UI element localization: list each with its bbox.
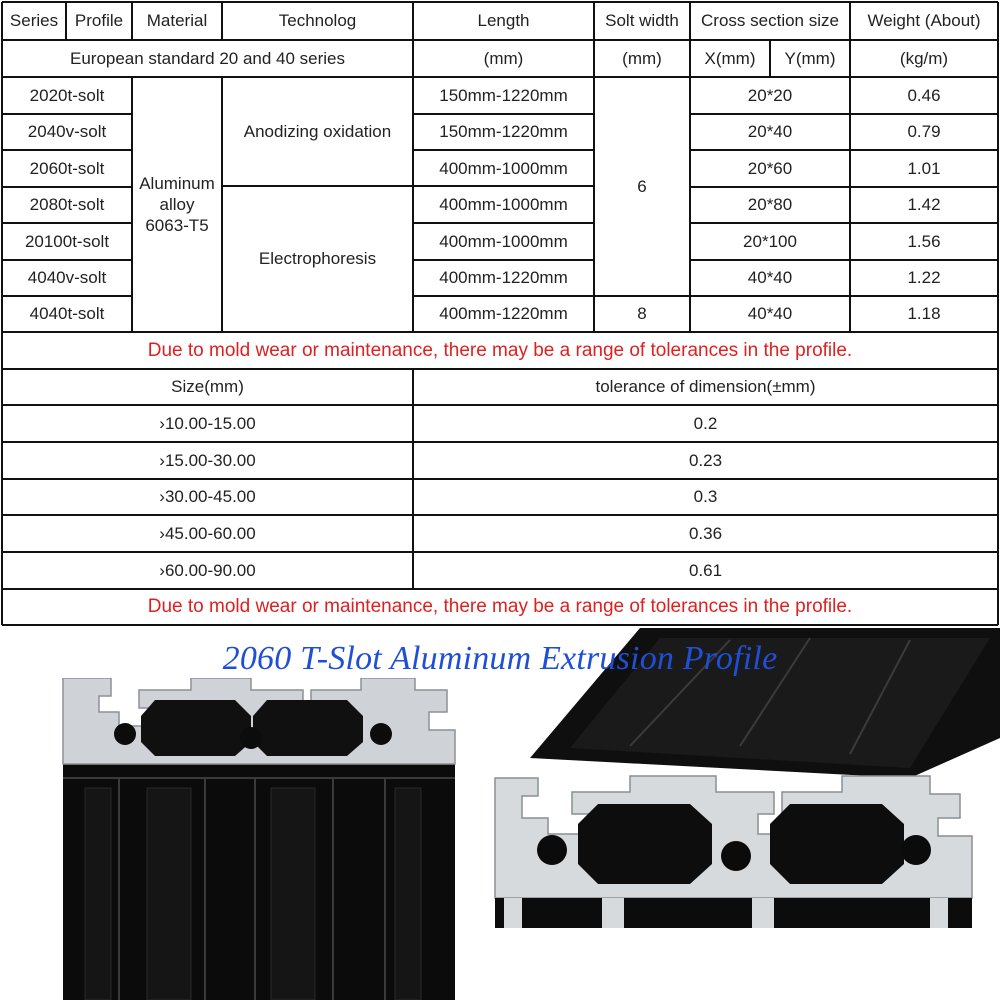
row-weight: 0.46 [907,85,941,105]
tolerance-value: 0.36 [688,523,723,543]
tolerance-size: ›10.00-15.00 [159,413,256,433]
tolerance-note: Due to mold wear or maintenance, there may be a range of tolerances in the profile. [147,339,853,361]
header-tolerance: tolerance of dimension(±mm) [595,377,816,397]
tolerance-note-bottom: Due to mold wear or maintenance, there may be a range of tolerances in the profile. [147,596,853,618]
row-weight: 1.42 [907,195,941,215]
row-length: 400mm-1000mm [439,195,568,215]
row-profile: 4040v-solt [27,268,107,288]
row-cross-section: 20*20 [747,85,793,105]
solt-width-8: 8 [637,304,647,324]
material-cell [132,77,222,332]
tolerance-value: 0.61 [688,560,723,580]
row-cross-section: 20*80 [747,195,793,215]
row-weight: 1.18 [907,304,941,324]
technology-electrophoresis: Electrophoresis [258,249,377,269]
y-unit: Y(mm) [784,48,836,68]
row-profile: 20100t-solt [24,231,110,251]
header-length: Length [477,11,530,31]
material-line-2: alloy [159,194,195,214]
weight-unit: (kg/m) [899,48,949,68]
row-length: 400mm-1000mm [439,158,568,178]
material-line-3: 6063-T5 [145,216,209,236]
header-size: Size(mm) [171,377,244,397]
solt-width-6: 6 [637,176,647,196]
header-series: Series [9,11,59,31]
row-length: 400mm-1220mm [439,304,568,324]
tolerance-size: ›45.00-60.00 [159,523,256,543]
header-cross-section: Cross section size [701,11,839,31]
series-label: European standard 20 and 40 series [69,48,346,68]
tolerance-value: 0.3 [693,487,718,507]
row-weight: 1.01 [907,158,941,178]
row-profile: 2080t-solt [29,195,105,215]
row-length: 400mm-1220mm [439,268,568,288]
tolerance-size: ›60.00-90.00 [159,560,256,580]
row-cross-section: 20*100 [743,231,797,251]
row-length: 150mm-1220mm [439,122,568,142]
length-unit: (mm) [483,48,524,68]
material-line-1: Aluminum [139,173,215,193]
row-cross-section: 40*40 [747,268,793,288]
row-cross-section: 40*40 [747,304,793,324]
row-cross-section: 20*60 [747,158,793,178]
tolerance-size: ›15.00-30.00 [159,450,256,470]
row-weight: 0.79 [907,122,941,142]
row-profile: 4040t-solt [29,304,105,324]
tolerance-value: 0.23 [688,450,723,470]
row-weight: 1.22 [907,268,941,288]
tolerance-value: 0.2 [693,413,718,433]
profile-front-view-image [55,678,460,1000]
width-unit: (mm) [622,48,662,68]
row-cross-section: 20*40 [747,122,793,142]
product-title: 2060 T-Slot Aluminum Extrusion Profile [222,640,778,677]
tolerance-size: ›30.00-45.00 [159,487,256,507]
row-weight: 1.56 [907,231,941,251]
row-profile: 2040v-solt [27,122,107,142]
row-length: 150mm-1220mm [439,85,568,105]
header-material: Material [146,11,208,31]
technology-anodizing: Anodizing oxidation [243,121,392,141]
row-profile: 2020t-solt [29,85,105,105]
row-profile: 2060t-solt [29,158,105,178]
row-length: 400mm-1000mm [439,231,568,251]
header-technolog: Technolog [278,11,357,31]
header-profile: Profile [74,11,124,31]
header-weight: Weight (About) [867,11,981,31]
x-unit: X(mm) [704,48,756,68]
header-solt-width: Solt width [605,11,679,31]
